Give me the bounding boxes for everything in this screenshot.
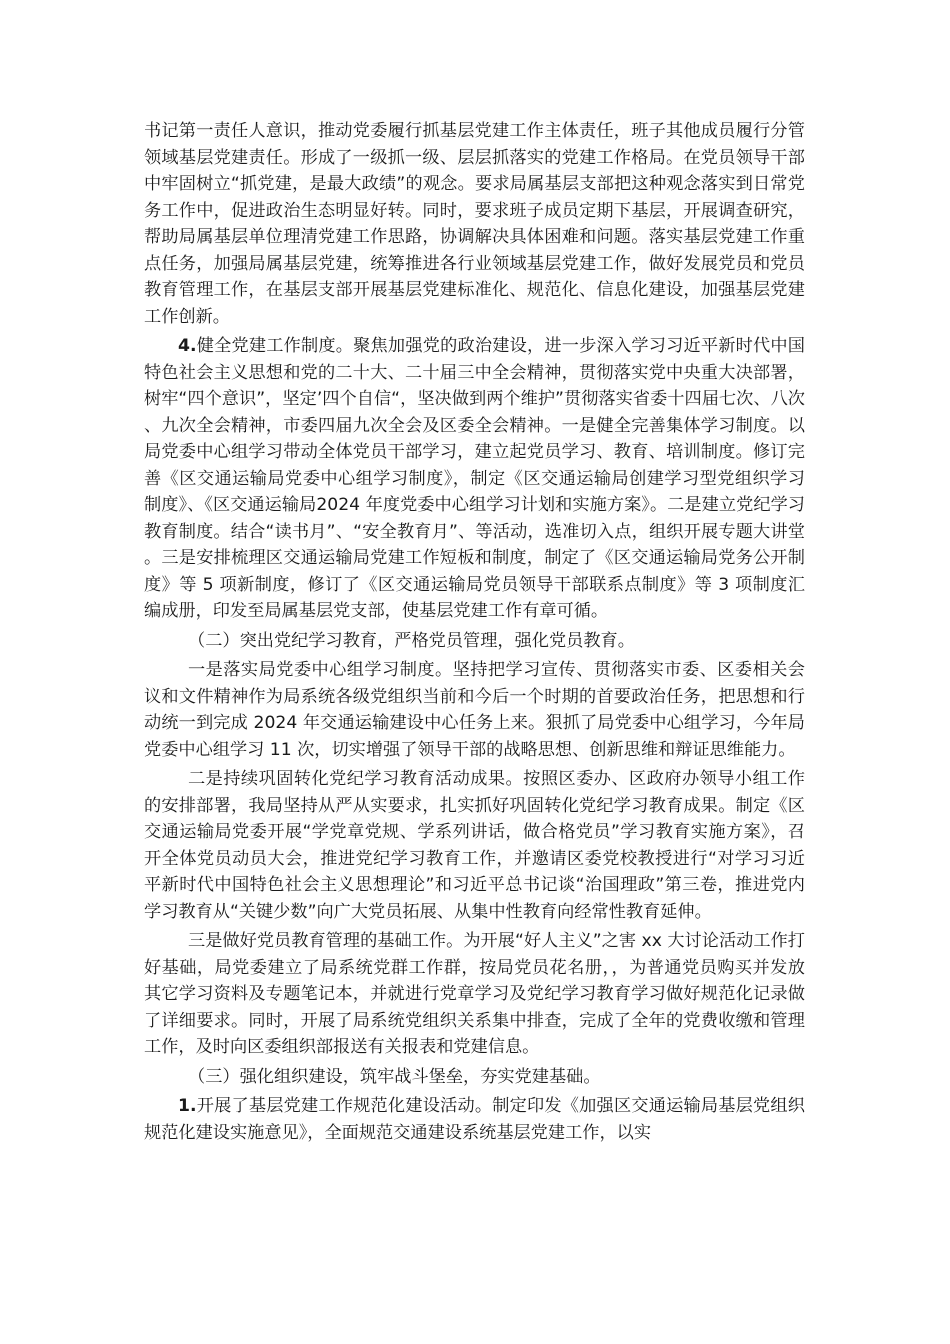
- paragraph-4: [144, 657, 805, 763]
- paragraph-1: [144, 118, 805, 330]
- section-heading-3-text: （三）强化组织建设，筑牢战斗堡垒，夯实党建基础。: [188, 1066, 601, 1087]
- paragraph-8: [144, 1093, 805, 1146]
- paragraph-6-text: 三是做好党员教育管理的基础工作。为开展“好人主义”之害 xx 大讨论活动工作打好基础，局党委建立了局系统党群工作群，按局党员花名册，，为普通党员购买并发放其它学习资料及专题笔记本，并就进行党章学习及党纪学习教育学习做好规范化记录做了详细要求。同时，开展了局系统党组织关系集中排查，完成了全年的党费收缴和管理工作，及时向区委组织部报送有关报表和党建信息。: [144, 931, 805, 1057]
- paragraph-2: [144, 333, 805, 625]
- section-heading-2: [144, 628, 805, 655]
- paragraph-2-number: 4.: [178, 336, 197, 356]
- paragraph-4-text: 一是落实局党委中心组学习制度。坚持把学习宣传、贯彻落实市委、区委相关会议和文件精神作为局系统各级党组织当前和今后一个时期的首要政治任务，把思想和行动统一到完成 2024 年交通运输建设中心任务上来。狠抓了局党委中心组学习，今年局党委中心组学习 11 次，切实增强了领导干部的战略思想、创新思维和辩证思维能力。: [144, 660, 805, 760]
- paragraph-1-text: 书记第一责任人意识，推动党委履行抓基层党建工作主体责任，班子其他成员履行分管领域基层党建责任。形成了一级抓一级、层层抓落实的党建工作格局。在党员领导干部中牢固树立“抓党建，是最大政绩”的观念。要求局属基层支部把这种观念落实到日常党务工作中，促进政治生态明显好转。同时，要求班子成员定期下基层，开展调查研究，帮助局属基层单位理清党建工作思路，协调解决具体困难和问题。落实基层党建工作重点任务，加强局属基层党建，统筹推进各行业领域基层党建工作，做好发展党员和党员教育管理工作，在基层支部开展基层党建标准化、规范化、信息化建设，加强基层党建工作创新。: [144, 121, 805, 327]
- section-heading-2-text: （二）突出党纪学习教育，严格党员管理，强化党员教育。: [188, 630, 635, 651]
- paragraph-5: [144, 766, 805, 925]
- document-page: [144, 118, 805, 1149]
- paragraph-8-number: 1.: [178, 1096, 197, 1116]
- paragraph-5-text: 二是持续巩固转化党纪学习教育活动成果。按照区委办、区政府办领导小组工作的安排部署，我局坚持从严从实要求，扎实抓好巩固转化党纪学习教育成果。制定《区交通运输局党委开展“学党章党规、学系列讲话，做合格党员”学习教育实施方案》，召开全体党员动员大会，推进党纪学习教育工作，并邀请区委党校教授进行“对学习习近平新时代中国特色社会主义思想理论”和习近平总书记谈“治国理政”第三卷，推进党内学习教育从“关键少数”向广大党员拓展、从集中性教育向经常性教育延伸。: [144, 769, 805, 922]
- paragraph-6: [144, 928, 805, 1061]
- section-heading-3: [144, 1064, 805, 1091]
- paragraph-8-text: 开展了基层党建工作规范化建设活动。制定印发《加强区交通运输局基层党组织规范化建设实施意见》，全面规范交通建设系统基层党建工作，以实: [144, 1096, 805, 1143]
- paragraph-2-text: 健全党建工作制度。聚焦加强党的政治建设，进一步深入学习习近平新时代中国特色社会主义思想和党的二十大、二十届三中全会精神，贯彻落实党中央重大决部署，树牢“四个意识”，坚定’四个自信“，坚决做到两个维护”贯彻落实省委十四届七次、八次、九次全会精神，市委四届九次全会及区委全会精神。一是健全完善集体学习制度。以局党委中心组学习带动全体党员干部学习，建立起党员学习、教育、培训制度。修订完善《区交通运输局党委中心组学习制度》，制定《区交通运输局创建学习型党组织学习制度》、《区交通运输局2024 年度党委中心组学习计划和实施方案》。二是建立党纪学习教育制度。结合“读书月”、“安全教育月”、等活动，选准切入点，组织开展专题大讲堂。三是安排梳理区交通运输局党建工作短板和制度，制定了《区交通运输局党务公开制度》等 5 项新制度，修订了《区交通运输局党员领导干部联系点制度》等 3 项制度汇编成册，印发至局属基层党支部，使基层党建工作有章可循。: [144, 336, 805, 621]
